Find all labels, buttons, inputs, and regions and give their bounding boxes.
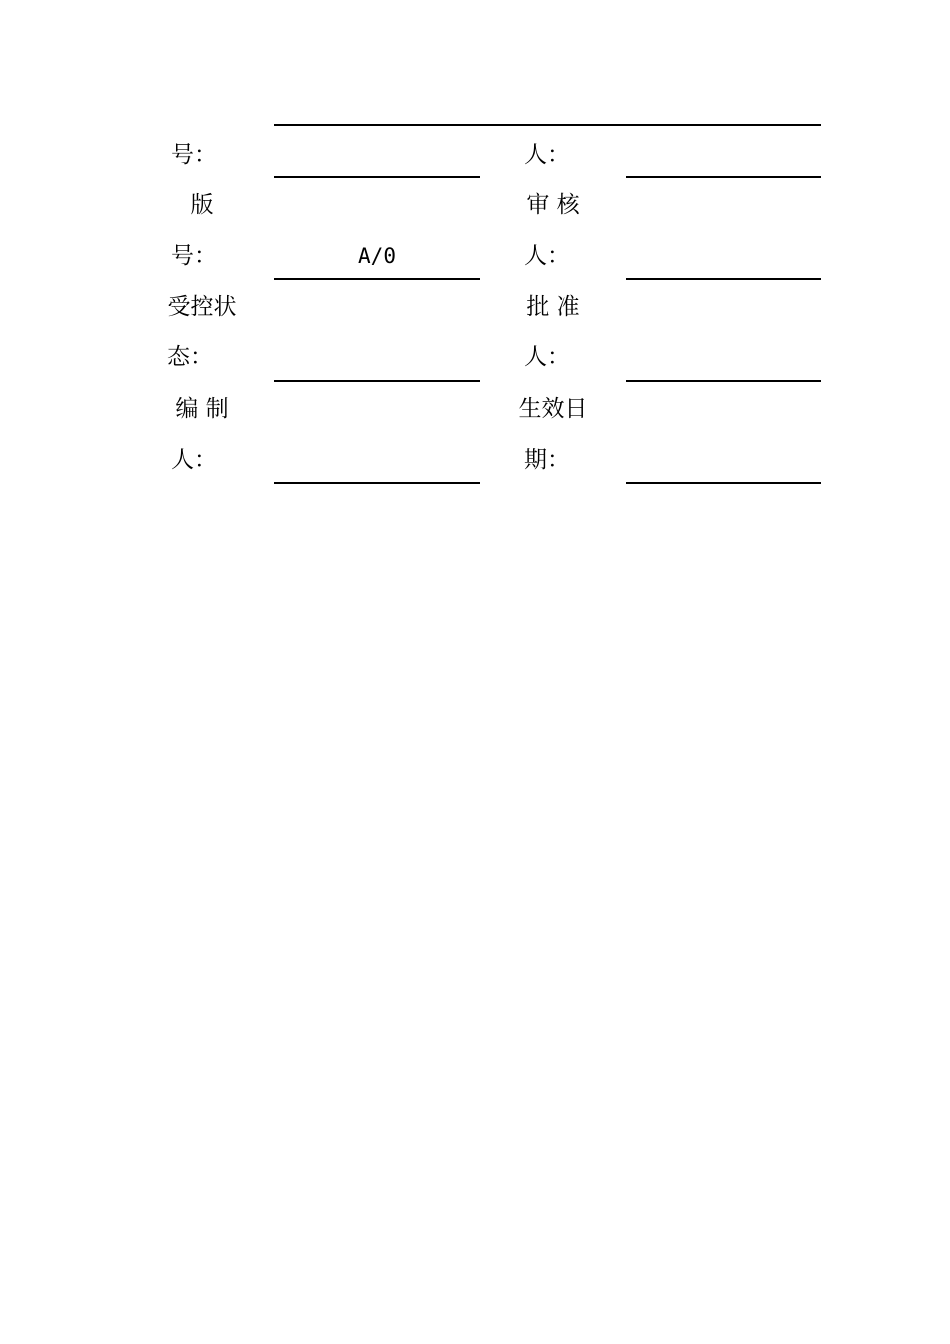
author-underline bbox=[274, 482, 480, 484]
effective-date-label-line2: 期： bbox=[524, 447, 570, 473]
top-rule bbox=[274, 124, 821, 126]
version-label-line2: 号： bbox=[171, 243, 217, 269]
effective-date-underline bbox=[626, 482, 821, 484]
author-label-line1: 编 制 bbox=[175, 396, 229, 422]
reviewer-underline bbox=[626, 278, 821, 280]
version-value[interactable]: A/0 bbox=[358, 244, 396, 268]
approver-label-line1: 批 准 bbox=[526, 294, 580, 320]
version-label-line1: 版 bbox=[190, 192, 214, 218]
version-underline bbox=[274, 278, 480, 280]
row1-right-underline bbox=[626, 176, 821, 178]
approver-label-line2: 人： bbox=[524, 344, 570, 370]
author-label-line2: 人： bbox=[171, 447, 217, 473]
control-status-label-line1: 受控状 bbox=[167, 294, 237, 320]
row1-right-label-line2: 人： bbox=[524, 142, 570, 168]
reviewer-label-line1: 审 核 bbox=[526, 192, 580, 218]
doc-number-underline bbox=[274, 176, 480, 178]
doc-number-label-line2: 号： bbox=[171, 142, 217, 168]
reviewer-label-line2: 人： bbox=[524, 243, 570, 269]
effective-date-label-line1: 生效日 bbox=[518, 396, 588, 422]
approver-underline bbox=[626, 380, 821, 382]
control-status-underline bbox=[274, 380, 480, 382]
control-status-label-line2: 态： bbox=[167, 344, 213, 370]
